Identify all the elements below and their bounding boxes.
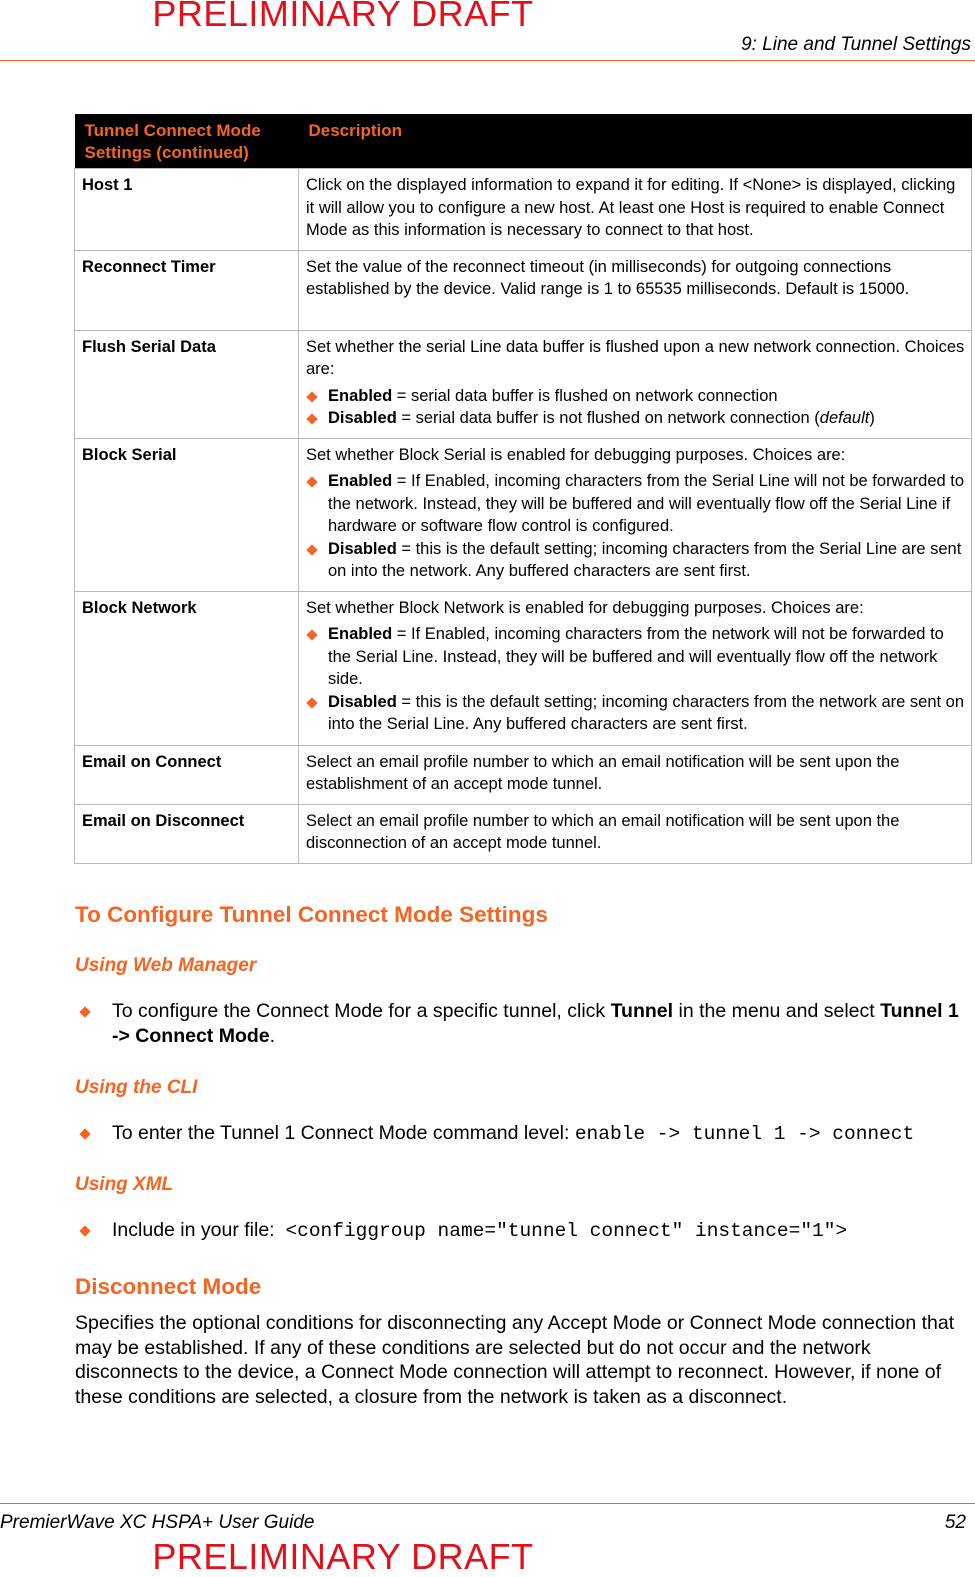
header-rule	[0, 60, 975, 61]
header-description: Description	[299, 114, 972, 169]
disconnect-body: Specifies the optional conditions for disconnecting any Accept Mode or Connect Mode connection that may be established. If any of these conditions are selected but do not occur and the network disconnects to the device, a Connect Mode connection will attempt to reconnect. However, if none of these conditions are selected, a closure from the network is taken as a disconnect.	[75, 1312, 955, 1408]
watermark-bottom: PRELIMINARY DRAFT	[152, 1536, 534, 1577]
choice-label: Enabled	[328, 386, 393, 405]
bullet-icon	[306, 476, 317, 487]
cli-step	[75, 1121, 965, 1147]
cli-command: enable -> tunnel 1 -> connect	[574, 1123, 915, 1145]
choice-label: Disabled	[328, 539, 397, 558]
header-settings: Tunnel Connect Mode Settings (continued)	[75, 114, 299, 169]
table-row	[75, 169, 972, 251]
choice-text: = If Enabled, incoming characters from the network will not be forwarded to the Serial Line. Instead, they will be buffered and will eventually flow off the network side.	[328, 625, 944, 688]
setting-description: Select an email profile number to which an email notification will be sent upon the establishment of an accept mode tunnel.	[299, 745, 972, 804]
choice-default: default	[819, 409, 870, 427]
setting-description	[299, 591, 972, 745]
choice-tail: )	[869, 409, 875, 427]
bullet-icon	[306, 629, 317, 640]
setting-description: Set the value of the reconnect timeout (in milliseconds) for outgoing connections established by the device. Valid range is 1 to 65535 milliseconds. Default is 15000.	[299, 250, 972, 330]
choice-item	[306, 385, 965, 408]
choice-text: = serial data buffer is not flushed on network connection (	[396, 409, 820, 427]
table-row	[75, 330, 972, 438]
table-row	[75, 804, 972, 863]
table-header-row	[75, 114, 972, 169]
choice-label: Enabled	[328, 625, 393, 643]
setting-name: Host 1	[75, 169, 299, 251]
setting-description: Select an email profile number to which an email notification will be sent upon the disconnection of an accept mode tunnel.	[299, 804, 972, 863]
setting-name: Email on Disconnect	[75, 804, 299, 863]
step-text: Include in your file:	[112, 1219, 286, 1241]
choice-text: = serial data buffer is flushed on network connection	[392, 386, 778, 405]
watermark-top: PRELIMINARY DRAFT	[152, 0, 534, 34]
choice-item	[306, 538, 965, 583]
menu-tunnel: Tunnel	[610, 1000, 674, 1022]
choice-item	[306, 623, 965, 691]
bullet-icon	[306, 544, 317, 555]
menu-path: Tunnel 1 -> Connect Mode	[112, 1000, 959, 1047]
bullet-icon	[79, 1128, 90, 1139]
setting-description	[299, 438, 972, 591]
page-number: 52	[944, 1512, 966, 1533]
cli-heading: Using the CLI	[75, 1077, 198, 1098]
choice-label: Enabled	[328, 472, 393, 490]
table-row	[75, 745, 972, 804]
description-text: Set whether Block Network is enabled for debugging purposes. Choices are:	[306, 598, 864, 617]
step-text: To enter the Tunnel 1 Connect Mode command level:	[112, 1122, 575, 1144]
xml-heading: Using XML	[75, 1174, 174, 1195]
choice-text: = this is the default setting; incoming characters from the network are sent on into the Serial Line. Any buffered characters are sent first.	[328, 692, 965, 733]
settings-table	[74, 114, 972, 864]
configure-heading: To Configure Tunnel Connect Mode Settings	[75, 902, 548, 927]
choice-label: Disabled	[328, 409, 397, 427]
choice-text: = this is the default setting; incoming characters from the Serial Line are sent on into the network. Any buffered characters are sent first.	[328, 539, 962, 580]
setting-description	[299, 330, 972, 438]
table-row	[75, 250, 972, 330]
table-row	[75, 591, 972, 745]
setting-description: Click on the displayed information to expand it for editing. If <None> is displayed, clicking it will allow you to configure a new host. At least one Host is required to enable Connect Mode as this information is necessary to connect to that host.	[299, 169, 972, 251]
setting-name: Flush Serial Data	[75, 330, 299, 438]
choice-item	[306, 691, 965, 736]
step-text: in the menu and select	[673, 1000, 881, 1022]
setting-name: Email on Connect	[75, 745, 299, 804]
setting-name: Block Serial	[75, 438, 299, 591]
choice-item	[306, 407, 965, 430]
description-text: Set whether Block Serial is enabled for debugging purposes. Choices are:	[306, 445, 846, 464]
description-text: Set whether the serial Line data buffer is flushed upon a new network connection. Choices are:	[306, 337, 965, 378]
bullet-icon	[306, 391, 317, 402]
xml-snippet: <configgroup name="tunnel connect" instance="1">	[285, 1220, 848, 1242]
chapter-header: 9: Line and Tunnel Settings	[741, 34, 971, 55]
footer-rule	[0, 1503, 975, 1504]
disconnect-heading: Disconnect Mode	[75, 1274, 262, 1299]
web-manager-heading: Using Web Manager	[75, 955, 257, 976]
step-text: To configure the Connect Mode for a specific tunnel, click	[112, 1000, 611, 1022]
choice-item	[306, 470, 965, 538]
choice-label: Disabled	[328, 692, 397, 711]
setting-name: Block Network	[75, 591, 299, 745]
choice-text: = If Enabled, incoming characters from the Serial Line will not be forwarded to the network. Instead, they will be buffered and will eventually flow off the Serial Line if hardware or software flow control is configured.	[328, 472, 965, 535]
bullet-icon	[79, 1006, 90, 1017]
web-manager-step	[75, 999, 965, 1048]
bullet-icon	[306, 697, 317, 708]
table-row	[75, 438, 972, 591]
bullet-icon	[306, 413, 317, 424]
setting-name: Reconnect Timer	[75, 250, 299, 330]
step-text: .	[269, 1024, 276, 1047]
xml-step	[75, 1218, 965, 1244]
guide-title: PremierWave XC HSPA+ User Guide	[0, 1512, 315, 1533]
bullet-icon	[79, 1225, 90, 1236]
